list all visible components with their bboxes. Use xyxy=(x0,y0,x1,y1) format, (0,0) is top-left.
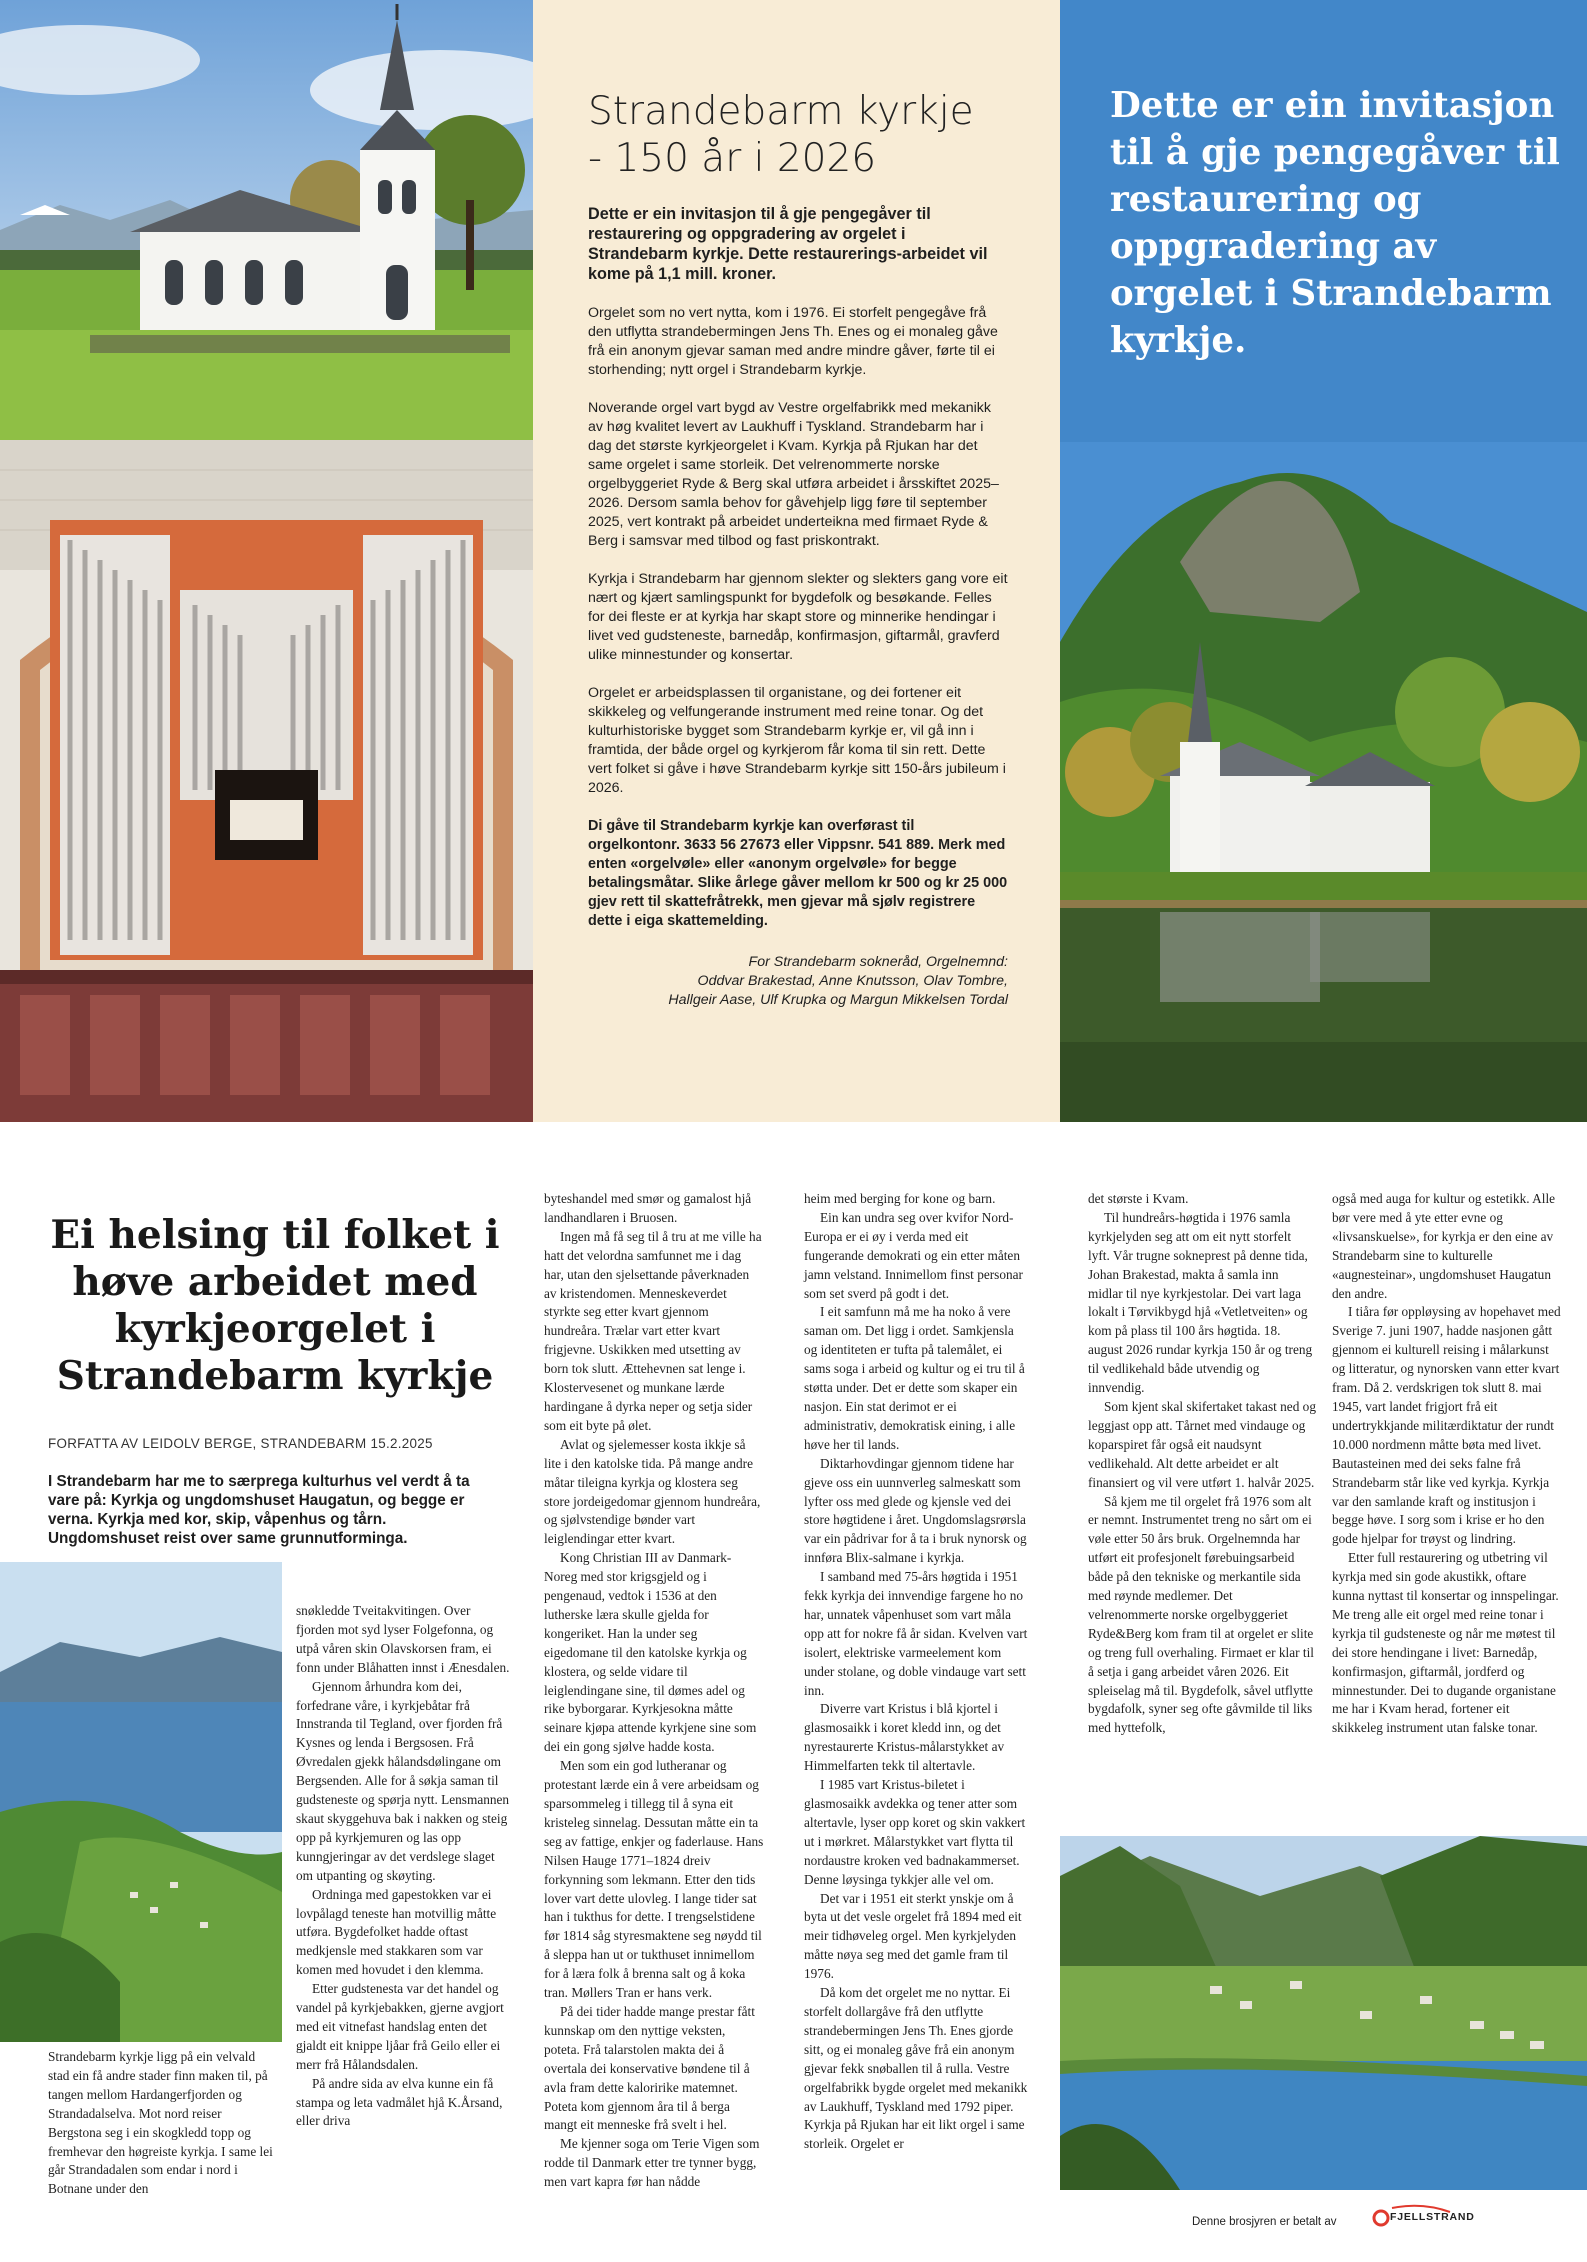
fjellstrand-logo-icon xyxy=(1372,2204,1475,2234)
article-column-5 xyxy=(1088,1190,1316,1738)
article-column-3 xyxy=(544,1190,764,2192)
article-paragraph: I eit samfunn må me ha noko å vere saman om. Det ligg i ordet. Samkjensla og identiteten er tufta på talemålet, ei sams soga i arbeid og kultur og ei tru til å støtta under. Det er dette som skaper ein nasjon. Ein stat derimot er ei administrativ, demokratisk eining, i alle høve her til lands. xyxy=(804,1304,1025,1452)
church-photo xyxy=(0,0,533,440)
article-column-6 xyxy=(1332,1190,1562,1738)
article-paragraph: Ordninga med gapestokken var ei lovpålagd teneste han motvillig måtte utføra. Bygdefolket hadde oftast medkjensle med stakkaren som var komen med hovudet i den klemma. xyxy=(296,1886,497,1978)
article-paragraph: Kong Christian III av Danmark-Noreg med stor krigsgjeld og i pengenaud, vedtok i 1536 at den lutherske læra skulle gjelda for kongeriket. Han la under seg eigedomane til den katolske kyrkja og klostera, og selde vidare til leiglendingane sine, til dømes adel og rike byborgarar. Kyrkjesokna måtte seinare kjøpa attende kyrkjene sine som dei ein gong sjølve hadde kosta. xyxy=(544,1550,757,1755)
spread-headline xyxy=(588,88,1008,182)
sponsor-note: Denne brosjyren er betalt av xyxy=(1192,2216,1337,2228)
organ-photo xyxy=(0,440,533,1122)
article-paragraph: Avlat og sjelemesser kosta ikkje så lite i den katolske tida. På mange andre måtar tileigna kyrkja og klostera seg store jordeigedomar gjennom hundreåra, og sjølvstendige bønder vart leiglendingar etter kvart. xyxy=(544,1436,761,1547)
article-paragraph: I samband med 75-års høgtida i 1951 fekk kyrkja dei innvendige fargene ho no har, unnatek våpenhuset som vart måla opp att for nokre få år sidan. Kvelven vart isolert, elektriske varmeelement kom under stolane, og doble vindauge vart sett inn. xyxy=(804,1569,1028,1698)
body-paragraph: Kyrkja i Strandebarm har gjennom slekter og slekters gang vore eit nært og kjært samlingspunkt for bygdefolk og besøkande. Felles for dei fleste er at kyrkja har skapt store og minnerike hendingar i livet ved gudsteneste, barnedåp, konfirmasjon, giftarmål, gravferd ulike minnestunder og konsertar. xyxy=(588,571,1008,663)
article-paragraph: Ein kan undra seg over kvifor Nord-Europa er ei øy i verda med eit fungerande demokrati og ein etter måten jamn velstand. Innimellom finst personar som set sverd på godt i det. xyxy=(804,1209,1023,1301)
article-paragraph: også med auga for kultur og estetikk. Alle bør vere med å yte etter evne og «livsanskuelse», for kyrkja er den eine av Strandebarm sine to kulturelle «augnesteinar», ungdomshuset Haugatun den andre. xyxy=(1332,1191,1556,1301)
article-paragraph: Etter full restaurering og utbetring vil kyrkja med sin gode akustikk, oftare kunna nyttast til konsertar og innspelingar. Me treng alle eit orgel med reine tonar i kyrkja til gudsteneste og når me møtest til dei store hendingane i livet: Barnedåp, konfirmasjon, giftarmål, jordferd og minnestunder. Dei to dugande organistane me har i Kvam herad, fortener eit skikkeleg instrument utan falske tonar. xyxy=(1332,1550,1559,1736)
lake-church-photo xyxy=(1060,442,1587,1122)
headline-line-2: - 150 år i 2026 xyxy=(588,136,877,181)
aerial-fjord-photo xyxy=(0,1562,282,2042)
invitation-article xyxy=(533,0,1060,1122)
gift-instructions: Di gåve til Strandebarm kyrkje kan overførast til orgelkontonr. 3633 56 27673 eller Vippsnr. 541 889. Merk med enten «orgelvøle» eller «anonym orgelvøle» for begge betalingsmåtar. Slike årlege gåver mellom kr 500 og kr 25 000 gjev rett til skattefråtrekk, men gjevar må sjølv registrere dette i eiga skattemelding. xyxy=(588,818,1008,929)
article-column-1 xyxy=(48,2048,274,2199)
headline-line-1: Strandebarm kyrkje xyxy=(588,89,974,134)
signature-line: For Strandebarm sokneråd, Orgelnemnd: xyxy=(748,954,1008,970)
article-intro: I Strandebarm har me to særprega kulturhus vel verdt å ta vare på: Kyrkja og ungdomshuset Haugatun, og begge er verna. Kyrkja med kor, skip, våpenhus og tårn. Ungdomshuset reist over same grunnutforminga. xyxy=(48,1473,470,1547)
article-column-2 xyxy=(296,1602,512,2131)
article-paragraph: heim med berging for kone og barn. xyxy=(804,1191,996,1206)
article-paragraph: I tiåra før oppløysing av hopehavet med Sverige 7. juni 1907, hadde nasjonen gått gjennom ei kulturell reising i målarkunst og litteratur, og nynorsken vann etter kvart fram. Då 2. verdskrigen tok slutt 8. mai 1945, vart landet frigjort frå eit undertrykkjande militærdiktatur der rundt 10.000 nordmenn måtte bøta med livet. Bautasteinen med dei seks falne frå Strandebarm står like ved kyrkja. Kyrkja var den samlande kraft og institusjon i begge høve. I sorg som i krise er ho den gode hjelpar for trøyst og lindring. xyxy=(1332,1304,1561,1547)
logo-wordmark: FJELLSTRAND xyxy=(1390,2211,1475,2223)
body-paragraph: Orgelet er arbeidsplassen til organistane, og dei fortener eit skikkeleg og velfungerande instrument med reine tonar. Og det kulturhistoriske bygget som Strandebarm kyrkje er, vil gå inn i framtida, der både orgel og kyrkjerom får koma til sin rett. Dette vert folket si gåve i høve Strandebarm kyrkje sitt 150-års jubileum i 2026. xyxy=(588,685,1006,796)
article-byline: FORFATTA AV LEIDOLV BERGE, STRANDEBARM 15.2.2025 xyxy=(48,1436,433,1451)
article-paragraph: På dei tider hadde mange prestar fått kunnskap om den nyttige veksten, poteta. Frå talarstolen makta dei å overtala dei konservative bøndene til å avla fram dette kaloririke matemnet. Poteta kom gjennom åra til å berga mangt eit menneske frå svelt i hel. xyxy=(544,2003,755,2133)
article-paragraph: Me kjenner soga om Terie Vigen som rodde til Danmark etter tre tynner bygg, men vart kapra før han nådde xyxy=(544,2136,760,2190)
article-paragraph: Men som ein god lutheranar og protestant lærde ein å vere arbeidsam og sparsommeleg i tillegg til å syna eit kristeleg sinnelag. Dessutan måtte ein ta seg av fattige, enkjer og faderlause. Hans Nilsen Hauge 1771–1824 dreiv forkynning som lekmann. Etter den tids lover vart dette ulovleg. I lange tider sat han i tukthus for dette. I trengselstidene før 1814 såg styresmaktene seg nøydd til å sleppa han ut or tukthuset innimellom for å læra folk å brenna salt og å koka tran. Møllers Tran er hans verk. xyxy=(544,1758,764,2001)
article-paragraph: Til hundreårs-høgtida i 1976 samla kyrkjelyden seg att om eit nytt storfelt lyft. Vår trugne sokneprest på denne tida, Johan Brakestad, makta å samla inn midlar til nye kyrkjestolar. Dei vart laga lokalt i Tørvikbygd hjå «Vetletveiten» og kom på plass til 100 års høgtida. 18. august 2026 rundar kyrkja 150 år og treng til vedlikehald både utvendig og innvendig. xyxy=(1088,1209,1313,1396)
signature xyxy=(588,953,1008,1010)
article-paragraph: Det var i 1951 eit sterkt ynskje om å byta ut det vesle orgelet frå 1894 med eit meir tidhøveleg orgel. Men kyrkjelyden måtte nøya seg med det gamle fram til 1976. xyxy=(804,1890,1022,1982)
article-paragraph: Diktarhovdingar gjennom tidene har gjeve oss ein uunnverleg salmeskatt som lyfter oss med glede og kjensle ved dei store høgtidene i året. Ungdomslagsrørsla var ein pådrivar for å ta i bruk nynorsk og innføra Blix-salmane i kyrkja. xyxy=(804,1455,1027,1566)
article-column-4 xyxy=(804,1190,1030,2154)
invitation-callout: Dette er ein invitasjon til å gje pengegåver til restaurering og oppgradering av orgelet i Strandebarm kyrkje. xyxy=(1110,85,1560,361)
article-paragraph: Etter gudstenesta var det handel og vandel på kyrkjebakken, gjerne avgjort med eit vitnefast handslag enten det gjaldt eit knippe ljåar frå Geilo eller ei merr frå Hålandsdalen. xyxy=(296,1981,504,2072)
article-paragraph: I 1985 vart Kristus-biletet i glasmosaikk avdekka og tener atter som altertavle, lyser opp koret og skin vakkert ut i mørkret. Målarstykket vart flytta til nordaustre kroken ved badnakammerset. Denne løysinga tykkjer alle vel om. xyxy=(804,1777,1026,1887)
article-paragraph: Diverre vart Kristus i blå kjortel i glasmosaikk i koret kledd inn, og det nyrestaurerte Kristus-målarstykket av Himmelfarten tekk til altertavle. xyxy=(804,1701,1005,1774)
signature-line: Oddvar Brakestad, Anne Knutsson, Olav Tombre, xyxy=(697,973,1008,989)
article-title: Ei helsing til folket i høve arbeidet med kyrkjeorgelet i Strandebarm kyrkje xyxy=(50,1212,500,1399)
body-paragraph: Noverande orgel vart bygd av Vestre orgelfabrikk med mekanikk av høg kvalitet levert av Laukhuff i Tyskland. Strandebarm har i dag det største kyrkjeorgelet i Kvam. Kyrkja på Rjukan har det same orgelet i same storleik. Det velrenommerte norske orgelbyggeriet Ryde & Berg skal utføra arbeidet i årsskiftet 2025–2026. Dersom samla behov for gåvehjelp ligg føre til september 2025, vert kontrakt på arbeidet underteikna med firmaet Ryde & Berg i samsvar med tilbod og fast priskontrakt. xyxy=(588,400,999,549)
lead-paragraph: Dette er ein invitasjon til å gje pengegåver til restaurering og oppgradering av orgelet i Strandebarm kyrkje. Dette restaurerings-arbeidet vil kome på 1,1 mill. kroner. xyxy=(588,205,988,283)
article-paragraph: byteshandel med smør og gamalost hjå landhandlaren i Bruosen. xyxy=(544,1191,752,1225)
article-paragraph: På andre sida av elva kunne ein få stampa og leta vadmålet hjå K.Årsand, eller driva xyxy=(296,2075,503,2129)
article-paragraph: Som kjent skal skifertaket takast ned og leggjast opp att. Tårnet med vindauge og koparspiret får også eit naudsynt vedlikehald. Alt dette arbeidet er alt finansiert og vil vere utført 1. halvår 2025. xyxy=(1088,1398,1316,1490)
article-paragraph: Ingen må få seg til å tru at me ville ha hatt det velordna samfunnet me i dag har, utan den sjelsettande påverknaden av kristendomen. Menneskeverdet styrkte seg etter kvart gjennom hundreåra. Trælar vart etter kvart frigjevne. Uskikken med utsetting av born tok slutt. Ættehevnen sat lenge i. Klostervesenet og munkane lærde hardingane å dyrka neper og setja sider som eit byte på ølet. xyxy=(544,1228,762,1433)
article-paragraph: snøkledde Tveitakvitingen. Over fjorden mot syd lyser Folgefonna, og utpå våren skin Olavskorsen fram, ei fonn under Blåhatten innst i Ænesdalen. xyxy=(296,1603,510,1675)
signature-line: Hallgeir Aase, Ulf Krupka og Margun Mikkelsen Tordal xyxy=(668,992,1008,1008)
article-paragraph: Så kjem me til orgelet frå 1976 som alt er nemnt. Instrumentet treng no sårt om ei vøle etter 50 års bruk. Orgelnemnda har utført eit profesjonelt førebuingsarbeid både på den tekniske og merkantile sida med røynde medlemer. Det velrenommerte norske orgelbyggeriet Ryde&Berg kom fram til at orgelet er slite og treng full overhaling. Firmaet er klar til å setja i gang arbeidet våren 2026. Eit spleiselag må til. Bygdefolk, såvel utflytte bygdafolk, syner seg ofte gåvmilde til liks med hyttefolk, xyxy=(1088,1493,1314,1736)
valley-aerial-photo xyxy=(1060,1836,1587,2190)
article-paragraph: Strandebarm kyrkje ligg på ein velvald stad ein få andre stader finn maken til, på tangen mellom Hardangerfjorden og Strandadalselva. Mot nord reiser Bergstona seg i ein skogkledd topp og fremhevar den høgreiste kyrkja. I same lei går Strandadalen som endar i nord i Botnane under den xyxy=(48,2049,273,2197)
article-paragraph: Då kom det orgelet me no nyttar. Ei storfelt dollargåve frå den utflytte strandebermingen Jens Th. Enes gjorde sitt, og ei monaleg gåve frå ein anonym gjevar fekk snøballen til å rulla. Vestre orgelfabrikk bygde orgelet med mekanikk av Laukhuff, Tyskland med 1792 piper. Kyrkja på Rjukan har eit likt orgel i same storleik. Orgelet er xyxy=(804,1985,1028,2152)
article-paragraph: Gjennom århundra kom dei, forfedrane våre, i kyrkjebåtar frå Innstranda til Tegland, over fjorden frå Kysnes og lenda i Bergsosen. Frå Øvredalen gjekk hålandsdølingane om Bergsenden. Alle for å søkja saman til gudsteneste og spørja nytt. Lensmannen skaut skyggehuva bak i nakken og steig opp på kyrkjemuren og las opp kunngjeringar av det verdslege slaget om utpanting og skøyting. xyxy=(296,1678,510,1883)
body-paragraph: Orgelet som no vert nytta, kom i 1976. Ei storfelt pengegåve frå den utflytta strandebermingen Jens Th. Enes og ei monaleg gåve frå ein anonym gjevar saman med andre mindre gåver, førte til ei storhending; nytt orgel i Strandebarm kyrkje. xyxy=(588,305,998,378)
article-paragraph: det største i Kvam. xyxy=(1088,1191,1189,1206)
